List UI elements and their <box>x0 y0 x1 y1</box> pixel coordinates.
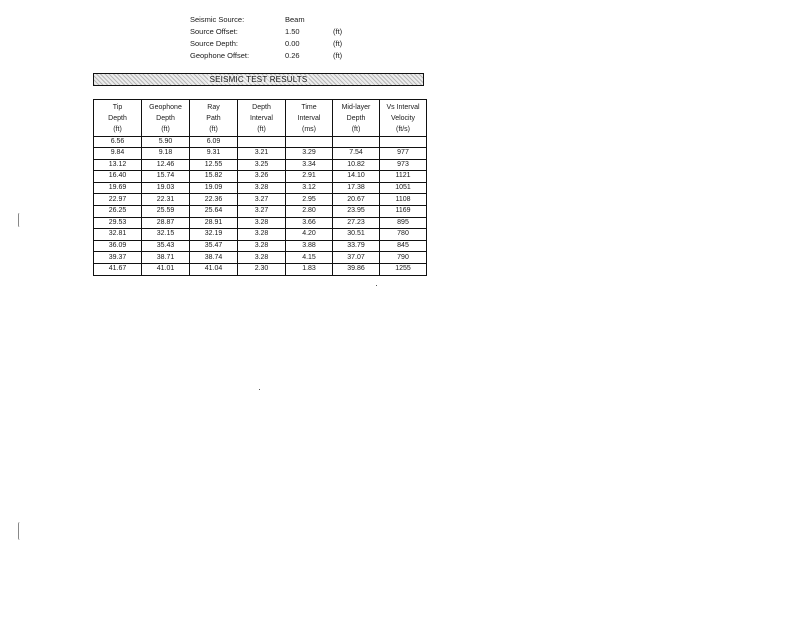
table-row <box>94 137 427 148</box>
table-row <box>94 263 427 275</box>
column-header-line: Velocity <box>390 114 416 122</box>
parameter-value: 0.00 <box>285 39 300 48</box>
table-cell: 12.46 <box>142 159 190 171</box>
table-cell: 39.86 <box>333 263 380 275</box>
column-header-line: Interval <box>297 114 321 122</box>
column-header-line: Geophone <box>149 103 182 111</box>
table-row <box>94 171 427 183</box>
column-header-line: Vs Interval <box>386 103 420 111</box>
table-cell: 10.82 <box>333 159 380 171</box>
column-header-line: (ft) <box>113 125 122 133</box>
table-row <box>94 252 427 264</box>
table-cell: 28.87 <box>142 217 190 229</box>
table-cell: 790 <box>380 252 427 264</box>
table-cell: 2.91 <box>286 171 333 183</box>
table-cell: 32.15 <box>142 229 190 241</box>
table-cell: 845 <box>380 240 427 252</box>
table-row <box>94 148 427 160</box>
table-cell <box>333 137 380 148</box>
column-header <box>380 100 427 137</box>
table-row <box>94 159 427 171</box>
table-cell: 23.95 <box>333 205 380 217</box>
table-cell: 3.28 <box>238 252 286 264</box>
table-cell: 36.09 <box>94 240 142 252</box>
table-cell: 3.66 <box>286 217 333 229</box>
table-cell: 32.19 <box>190 229 238 241</box>
column-header <box>333 100 380 137</box>
parameter-label: Source Offset: <box>190 27 238 36</box>
parameter-row <box>190 14 360 26</box>
table-cell <box>238 137 286 148</box>
table-cell: 1169 <box>380 205 427 217</box>
table-row <box>94 240 427 252</box>
table-cell: 1051 <box>380 182 427 194</box>
parameter-label: Source Depth: <box>190 39 238 48</box>
column-header <box>190 100 238 137</box>
parameter-row <box>190 50 360 62</box>
table-header-row <box>94 100 427 137</box>
table-cell: 3.29 <box>286 148 333 160</box>
table-cell: 1255 <box>380 263 427 275</box>
column-header-line: (ft) <box>209 125 218 133</box>
table-cell: 2.30 <box>238 263 286 275</box>
column-header-line: Depth <box>156 114 175 122</box>
table-cell: 3.27 <box>238 205 286 217</box>
column-header-line: Depth <box>108 114 127 122</box>
table-row <box>94 182 427 194</box>
parameter-row <box>190 26 360 38</box>
parameter-value: 0.26 <box>285 51 300 60</box>
table-cell: 4.15 <box>286 252 333 264</box>
results-banner <box>93 73 424 86</box>
results-title: SEISMIC TEST RESULTS <box>209 75 308 84</box>
table-cell: 37.07 <box>333 252 380 264</box>
column-header <box>142 100 190 137</box>
table-cell: 2.95 <box>286 194 333 206</box>
column-header-line: Tip <box>112 103 123 111</box>
scan-dot <box>376 285 377 286</box>
table-cell: 895 <box>380 217 427 229</box>
table-cell: 15.82 <box>190 171 238 183</box>
table-cell: 39.37 <box>94 252 142 264</box>
table-cell: 3.28 <box>238 182 286 194</box>
table-cell: 3.28 <box>238 217 286 229</box>
column-header-line: (ft/s) <box>396 125 410 133</box>
table-cell: 30.51 <box>333 229 380 241</box>
table-cell: 33.79 <box>333 240 380 252</box>
table-cell: 22.31 <box>142 194 190 206</box>
table-cell: 17.38 <box>333 182 380 194</box>
table-cell: 5.90 <box>142 137 190 148</box>
table-cell: 22.36 <box>190 194 238 206</box>
table-cell: 13.12 <box>94 159 142 171</box>
table-cell: 6.09 <box>190 137 238 148</box>
table-cell: 1108 <box>380 194 427 206</box>
column-header-line: Depth <box>252 103 271 111</box>
column-header-line: (ft) <box>351 125 361 133</box>
table-cell: 9.31 <box>190 148 238 160</box>
table-cell <box>380 137 427 148</box>
table-cell: 25.59 <box>142 205 190 217</box>
table-cell: 3.88 <box>286 240 333 252</box>
column-header <box>238 100 286 137</box>
table-cell: 38.74 <box>190 252 238 264</box>
parameter-row <box>190 38 360 50</box>
column-header-line: (ms) <box>302 125 316 133</box>
table-cell: 977 <box>380 148 427 160</box>
table-cell: 12.55 <box>190 159 238 171</box>
table-cell: 7.54 <box>333 148 380 160</box>
table-cell: 9.18 <box>142 148 190 160</box>
table-cell: 41.04 <box>190 263 238 275</box>
scan-mark <box>18 522 22 540</box>
table-cell: 38.71 <box>142 252 190 264</box>
column-header-line: Mid-layer <box>341 103 371 111</box>
parameter-unit: (ft) <box>333 51 343 60</box>
scan-mark <box>18 213 21 227</box>
survey-parameters <box>190 14 360 62</box>
table-cell: 20.67 <box>333 194 380 206</box>
scan-dot <box>259 389 260 390</box>
table-cell: 35.47 <box>190 240 238 252</box>
parameter-value: 1.50 <box>285 27 300 36</box>
table-cell: 1121 <box>380 171 427 183</box>
table-cell: 3.28 <box>238 240 286 252</box>
table-cell: 32.81 <box>94 229 142 241</box>
table-cell: 1.83 <box>286 263 333 275</box>
table-cell: 3.12 <box>286 182 333 194</box>
parameter-unit: (ft) <box>333 27 343 36</box>
table-cell: 19.03 <box>142 182 190 194</box>
table-cell: 41.67 <box>94 263 142 275</box>
table-cell: 35.43 <box>142 240 190 252</box>
column-header <box>286 100 333 137</box>
table-cell: 3.34 <box>286 159 333 171</box>
parameter-value: Beam <box>285 15 305 24</box>
column-header-line: (ft) <box>161 125 170 133</box>
table-cell: 29.53 <box>94 217 142 229</box>
table-cell: 16.40 <box>94 171 142 183</box>
table-cell: 780 <box>380 229 427 241</box>
table-cell: 28.91 <box>190 217 238 229</box>
column-header-line: Time <box>301 103 317 111</box>
table-cell: 3.21 <box>238 148 286 160</box>
table-row <box>94 194 427 206</box>
table-cell: 19.69 <box>94 182 142 194</box>
table-cell: 27.23 <box>333 217 380 229</box>
table-cell: 15.74 <box>142 171 190 183</box>
table-cell: 3.26 <box>238 171 286 183</box>
table-cell: 22.97 <box>94 194 142 206</box>
table-cell: 25.64 <box>190 205 238 217</box>
parameter-label: Geophone Offset: <box>190 51 250 60</box>
table-cell: 26.25 <box>94 205 142 217</box>
seismic-results-table <box>93 99 427 276</box>
column-header <box>94 100 142 137</box>
table-row <box>94 229 427 241</box>
table-cell: 3.25 <box>238 159 286 171</box>
table-cell: 4.20 <box>286 229 333 241</box>
table-cell: 3.27 <box>238 194 286 206</box>
table-cell: 973 <box>380 159 427 171</box>
table-cell: 9.84 <box>94 148 142 160</box>
table-cell: 2.80 <box>286 205 333 217</box>
column-header-line: Path <box>206 114 221 122</box>
table-cell: 14.10 <box>333 171 380 183</box>
table-cell: 41.01 <box>142 263 190 275</box>
parameter-label: Seismic Source: <box>190 15 245 24</box>
table-row <box>94 205 427 217</box>
column-header-line: Ray <box>207 103 220 111</box>
table-cell <box>286 137 333 148</box>
column-header-line: Depth <box>346 114 366 122</box>
column-header-line: (ft) <box>257 125 266 133</box>
table-cell: 3.28 <box>238 229 286 241</box>
parameter-unit: (ft) <box>333 39 343 48</box>
table-row <box>94 217 427 229</box>
column-header-line: Interval <box>250 114 273 122</box>
table-cell: 6.56 <box>94 137 142 148</box>
table-cell: 19.09 <box>190 182 238 194</box>
